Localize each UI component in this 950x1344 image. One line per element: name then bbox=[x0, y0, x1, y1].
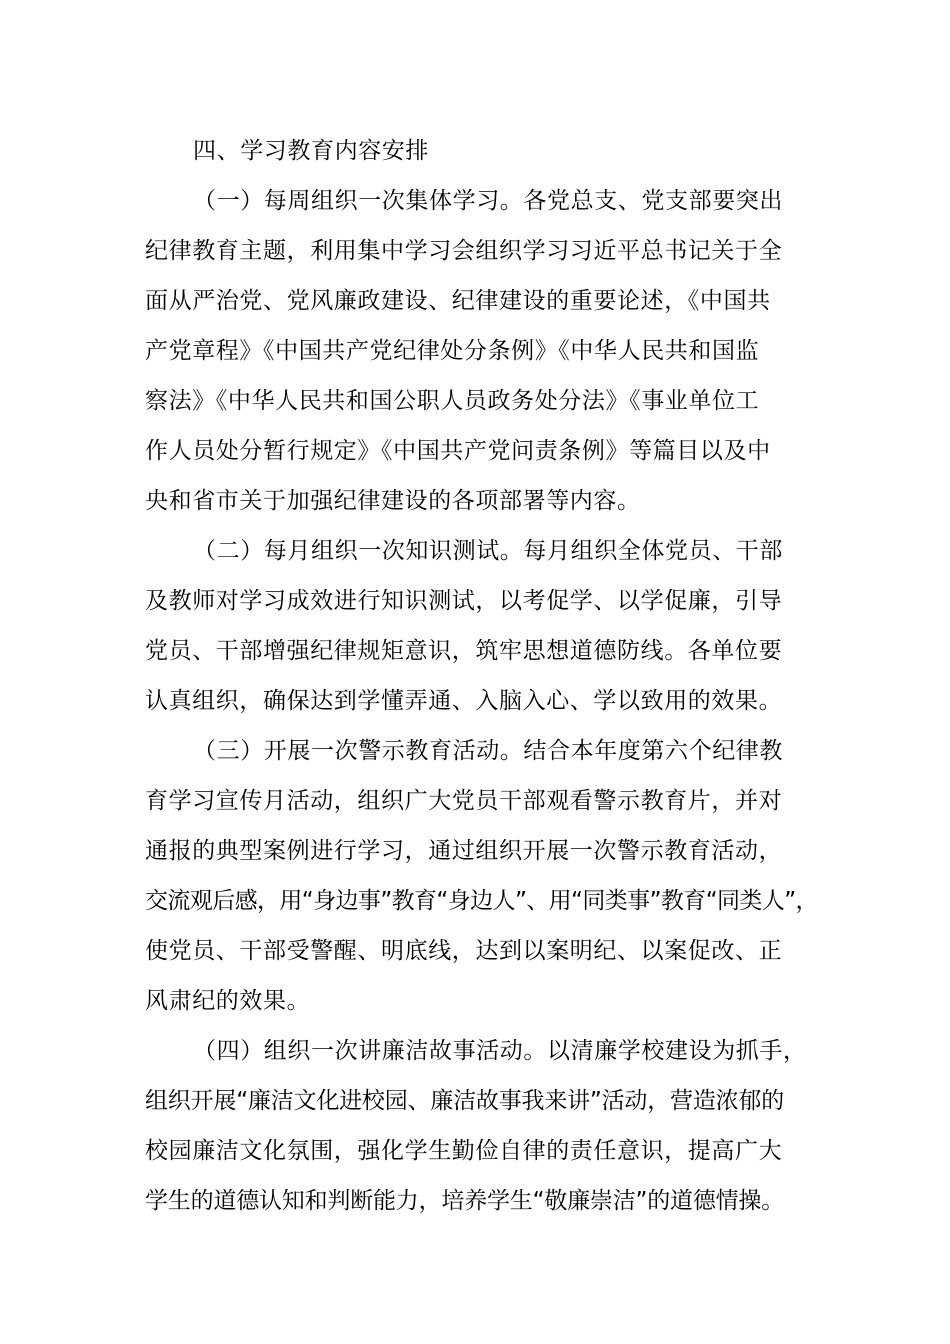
paragraph-4-line-1: （四）组织一次讲廉洁故事活动。以清廉学校建设为抓手， bbox=[193, 1038, 807, 1064]
paragraph-3-line-6: 风肃纪的效果。 bbox=[145, 988, 311, 1014]
paragraph-3-line-5: 使党员、干部受警醒、明底线，达到以案明纪、以案促改、正 bbox=[145, 938, 783, 964]
paragraph-1-line-1: （一）每周组织一次集体学习。各党总支、党支部要突出 bbox=[193, 188, 783, 214]
paragraph-1-line-6: 作人员处分暂行规定》《中国共产党问责条例》等篇目以及中 bbox=[145, 438, 771, 464]
paragraph-4-line-3: 校园廉洁文化氛围，强化学生勤俭自律的责任意识，提高广大 bbox=[145, 1138, 783, 1164]
paragraph-2-line-4: 认真组织，确保达到学懂弄通、入脑入心、学以致用的效果。 bbox=[145, 688, 783, 714]
section-heading: 四、学习教育内容安排 bbox=[193, 138, 429, 164]
paragraph-1-line-3: 面从严治党、党风廉政建设、纪律建设的重要论述，《中国共 bbox=[145, 288, 771, 314]
paragraph-1-line-5: 察法》《中华人民共和国公职人员政务处分法》《事业单位工 bbox=[145, 388, 760, 414]
paragraph-2-line-2: 及教师对学习成效进行知识测试，以考促学、以学促廉，引导 bbox=[145, 588, 783, 614]
paragraph-3-line-3: 通报的典型案例进行学习，通过组织开展一次警示教育活动， bbox=[145, 838, 783, 864]
paragraph-2-line-1: （二）每月组织一次知识测试。每月组织全体党员、干部 bbox=[193, 538, 783, 564]
paragraph-4-line-4: 学生的道德认知和判断能力，培养学生“敬廉崇洁”的道德情操。 bbox=[145, 1188, 785, 1214]
paragraph-3-line-4: 交流观后感，用“身边事”教育“身边人”、用“同类事”教育“同类人”， bbox=[145, 888, 818, 914]
paragraph-4-line-2: 组织开展“廉洁文化进校园、廉洁故事我来讲”活动，营造浓郁的 bbox=[145, 1088, 785, 1114]
paragraph-3-line-1: （三）开展一次警示教育活动。结合本年度第六个纪律教 bbox=[193, 738, 783, 764]
paragraph-3-line-2: 育学习宣传月活动，组织广大党员干部观看警示教育片，并对 bbox=[145, 788, 783, 814]
paragraph-1-line-2: 纪律教育主题，利用集中学习会组织学习习近平总书记关于全 bbox=[145, 238, 783, 264]
paragraph-2-line-3: 党员、干部增强纪律规矩意识，筑牢思想道德防线。各单位要 bbox=[145, 638, 783, 664]
paragraph-1-line-4: 产党章程》《中国共产党纪律处分条例》《中华人民共和国监 bbox=[145, 338, 760, 364]
paragraph-1-line-7: 央和省市关于加强纪律建设的各项部署等内容。 bbox=[145, 488, 641, 514]
